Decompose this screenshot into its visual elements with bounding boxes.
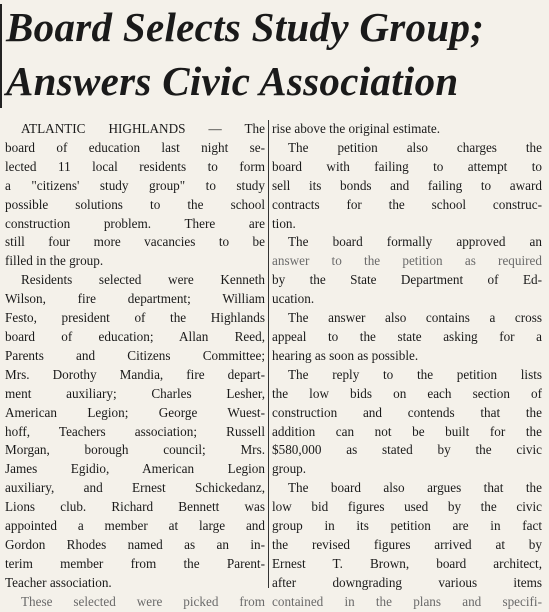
headline xyxy=(6,0,546,108)
text-line: still four more vacancies to be xyxy=(5,234,265,250)
text-line: lected 11 local residents to form xyxy=(5,158,265,174)
text-line: construction problem. There are xyxy=(5,215,265,231)
text-line: low bid figures used by the civic xyxy=(272,499,542,515)
text-line: Wilson, fire department; William xyxy=(5,291,265,307)
text-line: answer to the petition as required xyxy=(272,253,542,269)
text-line: auxiliary, and Ernest Schickedanz, xyxy=(5,480,265,496)
text-line: Parents and Citizens Committee; xyxy=(5,347,265,363)
text-line: a "citizens' study group" to study xyxy=(5,177,265,193)
text-line: appeal to the state asking for a xyxy=(272,328,542,344)
text-line: appointed a member at large and xyxy=(5,518,265,534)
text-line: Mrs. Dorothy Mandia, fire depart- xyxy=(5,366,265,382)
column-divider xyxy=(268,120,269,588)
text-line: contained in the plans and specifi- xyxy=(272,593,542,609)
text-line: the revised figures arrived at by xyxy=(272,536,542,552)
text-line: These selected were picked from xyxy=(21,593,265,609)
text-line: group. xyxy=(272,461,307,477)
text-line: Teacher association. xyxy=(5,574,112,590)
article-column-right xyxy=(272,120,542,612)
text-line: Ernest T. Brown, board architect, xyxy=(272,555,542,571)
text-line: ucation. xyxy=(272,291,315,307)
text-line: after downgrading various items xyxy=(272,574,542,590)
text-line: group in its petition are in fact xyxy=(272,518,542,534)
text-line: The answer also contains a cross xyxy=(288,310,542,326)
text-line: terim member from the Parent- xyxy=(5,555,265,571)
text-line: Gordon Rhodes named as an in- xyxy=(5,536,265,552)
text-line: the low bids on each section of xyxy=(272,385,542,401)
text-line: board of education; Allan Reed, xyxy=(5,328,265,344)
text-line: The board formally approved an xyxy=(288,234,542,250)
text-line: The petition also charges the xyxy=(288,139,542,155)
text-line: hoff, Teachers association; Russell xyxy=(5,423,265,439)
text-line: addition can not be built for the xyxy=(272,423,542,439)
text-line: The board also argues that the xyxy=(288,480,542,496)
text-line: ATLANTIC HIGHLANDS — The xyxy=(21,121,265,136)
text-line: board with failing to attempt to xyxy=(272,158,542,174)
text-line: sell its bonds and failing to award xyxy=(272,177,542,193)
text-line: filled in the group. xyxy=(5,253,104,269)
text-line: American Legion; George Wuest- xyxy=(5,404,265,420)
headline-line-1: Board Selects Study Group; xyxy=(6,4,485,50)
text-line: $580,000 as stated by the civic xyxy=(272,442,542,458)
text-line: tion. xyxy=(272,215,296,231)
text-line: construction and contends that the xyxy=(272,404,542,420)
text-line: The reply to the petition lists xyxy=(288,366,542,382)
article-column-left xyxy=(5,120,265,612)
text-line: contracts for the school construc- xyxy=(272,196,542,212)
text-line: possible solutions to the school xyxy=(5,196,265,212)
text-line: board of education last night se- xyxy=(5,139,265,155)
text-line: ment auxiliary; Charles Lesher, xyxy=(5,385,265,401)
text-line: Residents selected were Kenneth xyxy=(21,272,265,288)
text-line: James Egidio, American Legion xyxy=(5,461,265,477)
text-line: Morgan, borough council; Mrs. xyxy=(5,442,265,458)
text-line: rise above the original estimate. xyxy=(272,121,441,136)
text-line: Lions club. Richard Bennett was xyxy=(5,499,265,515)
text-line: by the State Department of Ed- xyxy=(272,272,542,288)
headline-line-2: Answers Civic Association xyxy=(6,58,459,104)
text-line: hearing as soon as possible. xyxy=(272,347,419,363)
text-line: Festo, president of the Highlands xyxy=(5,310,265,326)
headline-rule xyxy=(0,4,2,108)
